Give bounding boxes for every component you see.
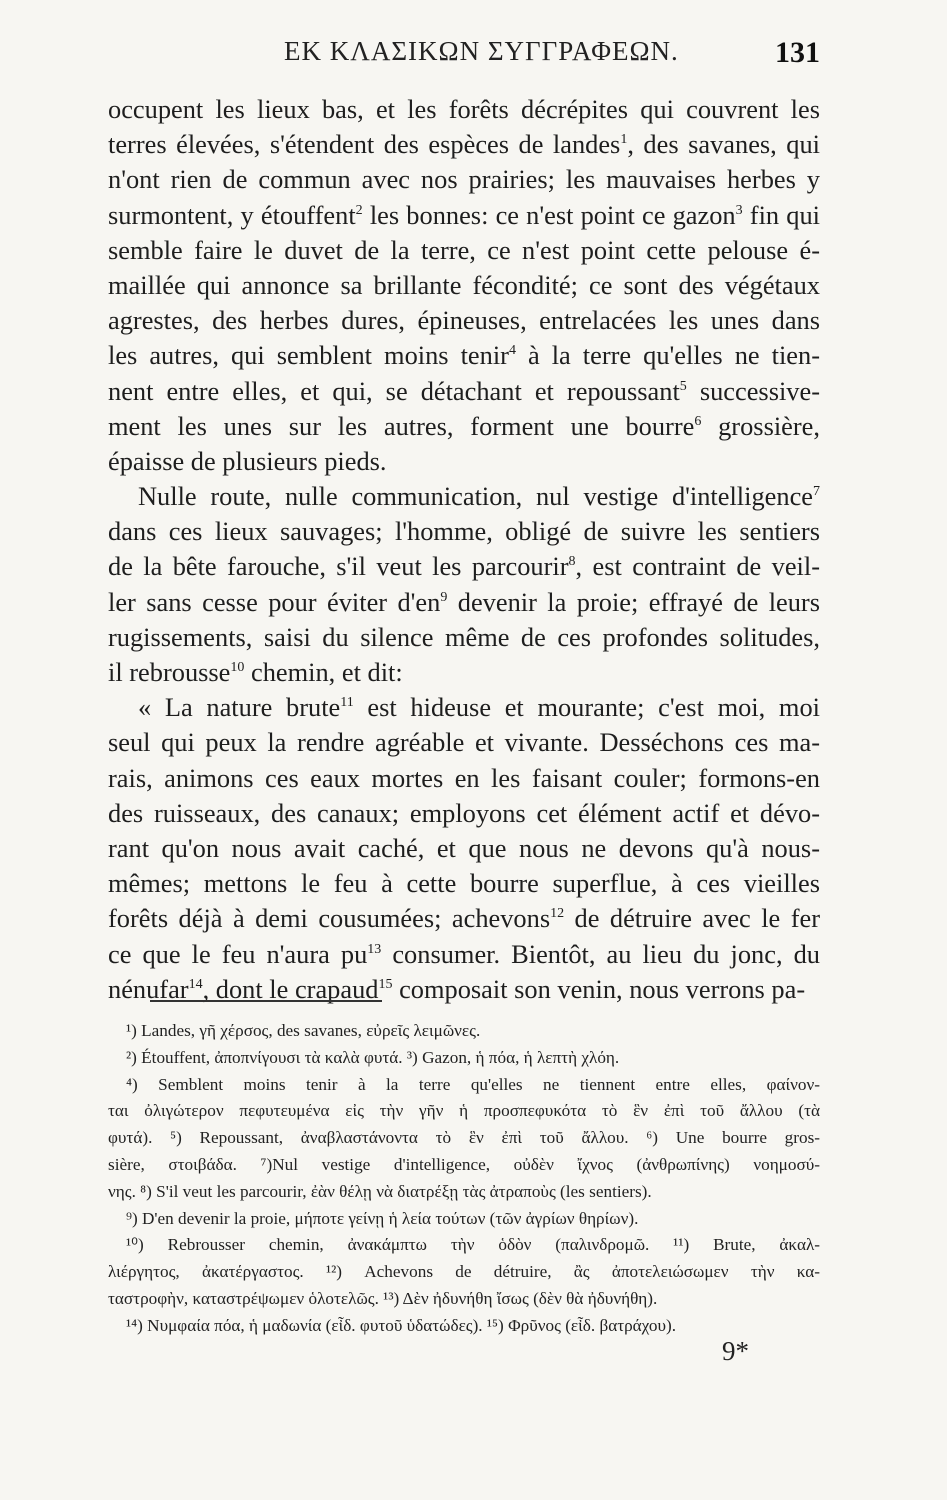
text-run: dans ces lieux sauvages; l'homme, obligé de suivre les sentiers xyxy=(108,516,820,547)
text-line xyxy=(108,514,820,549)
text-run: ler sans cesse pour éviter d'en xyxy=(108,586,441,617)
text-run: chemin, et dit: xyxy=(244,657,403,687)
footnote-line: ⁴) Semblent moins tenir à la terre qu'elles ne tiennent entre elles, φαίνον- xyxy=(126,1074,820,1094)
text-run: à la terre qu'elles ne tien- xyxy=(515,340,820,371)
text-run: il rebrousse xyxy=(108,657,231,687)
footnote-line: ταστροφὴν, καταστρέψωμεν ὁλοτελῶς. ¹³) Δὲν ἠδυνήθη ἴσως (δὲν θὰ ἠδυνήθη). xyxy=(108,1288,658,1308)
footnote-ref: 2 xyxy=(355,202,363,218)
footnote-ref: 12 xyxy=(550,906,565,922)
text-run: de la bête farouche, s'il veut les parcourir xyxy=(108,551,569,582)
text-line xyxy=(108,162,820,197)
footnote-ref: 13 xyxy=(367,941,382,957)
footnote-line: ⁹) D'en devenir la proie, μήποτε γείνῃ ἡ λεία τούτων (τῶν ἀγρίων θηρίων). xyxy=(126,1208,639,1228)
text-line xyxy=(108,937,820,972)
text-line xyxy=(108,761,820,796)
footnote-ref: 14 xyxy=(188,976,203,992)
text-line xyxy=(108,690,820,725)
text-run: devenir la proie; effrayé de leurs xyxy=(447,586,820,617)
text-run: ce que le feu n'aura pu xyxy=(108,938,368,969)
footnote-ref: 3 xyxy=(735,202,743,218)
footnote-line: ται ὀλιγώτερον πεφυτευμένα εἰς τὴν γῆν ἡ προσπεφυκότα τὸ ἓν ἐπὶ τοῦ ἄλλου (τὰ xyxy=(108,1101,820,1121)
text-run: n'ont rien de commun avec nos prairies; les mauvaises herbes y xyxy=(108,164,820,195)
text-run: agrestes, des herbes dures, épineuses, entrelacées les unes dans xyxy=(108,305,820,336)
text-run: grossière, xyxy=(701,410,820,441)
text-line xyxy=(108,831,820,866)
page-header xyxy=(108,36,820,76)
text-line xyxy=(108,796,820,831)
footnote-rule xyxy=(150,1000,382,1002)
text-run: seul qui peux la rendre agréable et vivante. Desséchons ces ma- xyxy=(108,727,820,758)
text-line xyxy=(108,655,820,690)
footnote-ref: 7 xyxy=(813,484,820,500)
text-run: les autres, qui semblent moins tenir xyxy=(108,340,509,371)
text-run: rais, animons ces eaux mortes en les faisant couler; formons-en xyxy=(108,762,820,793)
text-run: composait son venin, nous verrons pa- xyxy=(392,973,806,1004)
footnote-line: ²) Étouffent, ἀποπνίγουσι τὰ καλὰ φυτά. ³) Gazon, ἡ πόα, ἡ λεπτὴ χλόη. xyxy=(126,1047,620,1067)
text-run: forêts déjà à demi cousumées; achevons xyxy=(108,903,551,934)
footnote-ref: 6 xyxy=(694,413,702,429)
text-run: maillée qui annonce sa brillante fécondité; ce sont des végétaux xyxy=(108,269,820,300)
text-line xyxy=(108,303,820,338)
text-run: fin qui xyxy=(742,199,820,230)
footnote-line: λιέργητος, ἀκατέργαστος. ¹²) Achevons de détruire, ἂς ἀποτελειώσωμεν τὴν κα- xyxy=(108,1262,820,1282)
footnote-ref: 1 xyxy=(620,132,628,148)
main-text xyxy=(108,92,820,1007)
page-number: 131 xyxy=(775,36,820,69)
footnote-ref: 11 xyxy=(340,695,354,711)
text-run: consumer. Bientôt, au lieu du jonc, du xyxy=(381,938,820,969)
text-line xyxy=(108,92,820,127)
text-line xyxy=(108,549,820,584)
footnotes xyxy=(108,1018,820,1340)
footnote-ref: 5 xyxy=(679,378,687,394)
text-run: Nulle route, nulle communication, nul vestige d'intelligence xyxy=(138,481,813,512)
text-run: terres élevées, s'étendent des espèces de landes xyxy=(108,129,621,160)
text-line xyxy=(108,479,820,514)
text-line xyxy=(108,338,820,373)
text-line xyxy=(108,444,820,479)
text-run: occupent les lieux bas, et les forêts décrépites qui couvrent les xyxy=(108,94,820,124)
text-run: semble faire le duvet de la terre, ce n'est point cette pelouse é- xyxy=(108,234,820,265)
footnote-line: ¹) Landes, γῆ χέρσος, des savanes, εὐρεῖς λειμῶνες. xyxy=(126,1021,481,1040)
text-line xyxy=(108,268,820,303)
footnote-line: φυτά). ⁵) Repoussant, ἀναβλαστάνοντα τὸ ἓν ἐπὶ τοῦ ἄλλου. ⁶) Une bourre gros- xyxy=(108,1128,820,1148)
footnote-ref: 10 xyxy=(230,660,245,675)
text-line xyxy=(108,374,820,409)
text-run: mêmes; mettons le feu à cette bourre superflue, à ces vieilles xyxy=(108,868,820,899)
footnote-ref: 8 xyxy=(568,554,576,570)
text-line xyxy=(108,198,820,233)
text-run: rant qu'on nous avait caché, et que nous ne devons qu'à nous- xyxy=(108,832,820,863)
text-run: de détruire avec le fer xyxy=(564,903,820,934)
text-line xyxy=(108,409,820,444)
signature-mark: 9* xyxy=(722,1336,749,1366)
text-run: rugissements, saisi du silence même de ces profondes solitudes, xyxy=(108,621,820,652)
text-line xyxy=(108,620,820,655)
running-title: ΕΚ ΚΛΑΣΙΚΩΝ ΣΥΓΓΡΑΦΕΩΝ. xyxy=(284,36,679,66)
footnote-ref: 4 xyxy=(508,343,516,359)
footnote-line: ¹⁴) Νυμφαία πόα, ἡ μαδωνία (εἶδ. φυτοῦ ὑδατώδες). ¹⁵) Φρῦνος (εἶδ. βατράχου). xyxy=(126,1315,677,1335)
text-run: les bonnes: ce n'est point ce gazon xyxy=(362,199,736,230)
text-run: , est contraint de veil- xyxy=(575,551,820,582)
footnote-ref: 15 xyxy=(378,976,393,992)
text-line xyxy=(108,127,820,162)
footnote-line: νης. ⁸) S'il veut les parcourir, ἐὰν θέλῃ νὰ διατρέξῃ τὰς ἀτραποὺς (les sentiers). xyxy=(108,1181,652,1201)
footnote-line: ¹⁰) Rebrousser chemin, ἀνακάμπτω τὴν ὁδὸν (παλινδρομῶ. ¹¹) Brute, ἀκαλ- xyxy=(126,1235,820,1255)
footnote-ref: 9 xyxy=(440,589,448,605)
text-run: nénufar xyxy=(108,973,189,1004)
text-run: successive- xyxy=(686,375,820,406)
text-run: , dont le crapaud xyxy=(202,973,379,1004)
text-run: « La nature brute xyxy=(138,692,341,723)
text-run: surmontent, y étouffent xyxy=(108,199,356,230)
text-run: est hideuse et mourante; c'est moi, moi xyxy=(353,692,820,723)
text-run: ment les unes sur les autres, forment une bourre xyxy=(108,410,695,441)
text-run: , des savanes, qui xyxy=(627,129,820,160)
text-line xyxy=(108,585,820,620)
text-run: des ruisseaux, des canaux; employons cet élément actif et dévo- xyxy=(108,797,820,828)
text-line xyxy=(108,866,820,901)
text-line xyxy=(108,901,820,936)
text-run: épaisse de plusieurs pieds. xyxy=(108,445,387,476)
text-line xyxy=(108,233,820,268)
text-line xyxy=(108,725,820,760)
text-run: nent entre elles, et qui, se détachant et repoussant xyxy=(108,375,680,406)
footnote-line: sière, στοιβάδα. ⁷)Nul vestige d'intelligence, οὐδὲν ἴχνος (ἀνθρωπίνης) νοημοσύ- xyxy=(108,1154,820,1174)
